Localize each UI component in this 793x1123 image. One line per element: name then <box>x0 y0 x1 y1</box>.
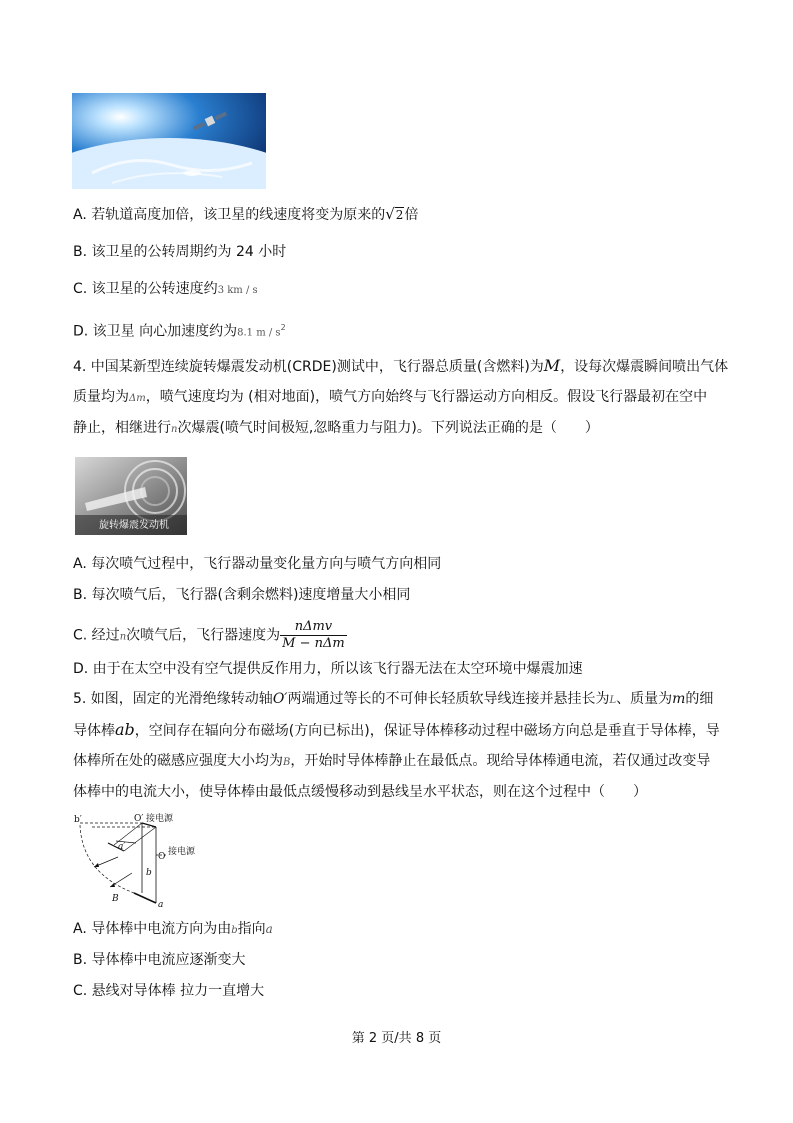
q5-line-2-suffix: ，空间存在辐向分布磁场(方向已标出)，保证导体棒移动过程中磁场方向总是垂直于导体棒，导 <box>134 723 720 739</box>
q5-option-a-text: A. 导体棒中电流方向为由 <box>73 921 232 937</box>
q3-option-c <box>73 279 258 301</box>
q5-option-b: B. 导体棒中电流应逐渐变大 <box>73 952 246 968</box>
velocity-fraction <box>280 619 347 652</box>
q4-line-1-text: 4. 中国某新型连续旋转爆震发动机(CRDE)测试中，飞行器总质量(含燃料)为 <box>73 359 544 375</box>
q4-option-c <box>73 619 347 652</box>
q4-delta-m-symbol: Δm <box>129 393 146 404</box>
earth-satellite-image <box>72 93 266 189</box>
label-power-1: 接电源 <box>146 814 174 824</box>
fraction-denominator: M − nΔm <box>282 636 345 651</box>
q5-b-symbol: B <box>283 757 291 768</box>
q3-option-a <box>73 204 418 225</box>
label-b: b <box>146 868 152 878</box>
engine-caption: 旋转爆震发动机 <box>99 520 169 531</box>
q3-option-d <box>73 318 286 344</box>
fraction-numerator: nΔmv <box>280 619 347 636</box>
q3-option-d-exp: 2 <box>280 323 286 332</box>
q5-option-a-mid: 指向 <box>237 921 266 937</box>
q5-line-1-mid: 两端通过等长的不可伸长轻质软导线连接并悬挂长为 <box>287 691 610 707</box>
q4-option-c-text: C. 经过 <box>73 627 120 644</box>
q4-option-c-n: n <box>119 631 127 643</box>
q5-line-1-text: 5. 如图，固定的光滑绝缘转动轴 <box>73 691 273 707</box>
q5-line-2 <box>73 720 720 741</box>
q4-line-3-text: 静止，相继进行 <box>73 420 171 436</box>
q3-option-c-value: 3 km / s <box>217 285 258 296</box>
sqrt-symbol: √2 <box>385 205 404 223</box>
q5-mass-symbol: m <box>672 691 686 707</box>
q4-option-a: A. 每次喷气过程中，飞行器动量变化量方向与喷气方向相同 <box>73 556 442 572</box>
q4-mass-symbol: M <box>543 356 561 375</box>
q5-line-3-text: 体棒所在处的磁感应强度大小均为 <box>73 753 283 769</box>
page-footer: 第 2 页/共 8 页 <box>351 1031 442 1046</box>
q3-option-c-text: C. 该卫星的公转速度约 <box>73 281 218 297</box>
q3-option-d-text: D. 该卫星 向心加速度约为 <box>73 323 238 340</box>
rotating-detonation-engine-image <box>75 457 187 535</box>
q4-line-3 <box>73 418 599 440</box>
q3-option-d-value: 8.1 m / s <box>237 327 281 339</box>
q4-line-1 <box>73 356 728 377</box>
q5-option-a <box>73 919 273 941</box>
q4-line-2 <box>73 387 707 409</box>
q4-line-2-text: 质量均为 <box>73 389 129 405</box>
label-b-prime: b′ <box>74 815 82 825</box>
label-o: O <box>158 852 166 862</box>
q5-option-a-b: b <box>231 925 238 936</box>
label-a: a <box>158 900 164 909</box>
q3-option-a-text: A. 若轨道高度加倍，该卫星的线速度将变为原来的 <box>73 207 386 223</box>
q5-rod-symbol: ab <box>115 720 135 739</box>
conductor-rod-diagram <box>72 813 238 909</box>
q4-line-2-suffix: ，喷气速度均为 (相对地面)，喷气方向始终与飞行器运动方向相反。假设飞行器最初在空中 <box>145 389 708 405</box>
q3-option-a-suffix: 倍 <box>404 207 419 223</box>
q5-line-3 <box>73 751 710 773</box>
q5-option-a-a: a <box>265 922 273 936</box>
q5-line-4: 体棒中的电流大小，使导体棒由最低点缓慢移动到悬线呈水平状态，则在这个过程中（ ） <box>73 784 647 800</box>
q4-option-c-mid: 次喷气后，飞行器速度为 <box>126 627 281 644</box>
q5-line-1-suffix: 的细 <box>685 691 714 707</box>
q5-line-1-mid2: 、质量为 <box>616 691 673 707</box>
q5-line-2-text: 导体棒 <box>73 723 115 739</box>
q4-n-symbol: n <box>171 424 178 435</box>
q5-length-symbol: L <box>609 695 617 706</box>
q5-line-3-suffix: ，开始时导体棒静止在最低点。现给导体棒通电流，若仅通过改变导 <box>290 753 711 769</box>
label-a-prime: a′ <box>118 842 126 852</box>
label-power-2: 接电源 <box>168 847 196 857</box>
q4-option-d: D. 由于在太空中没有空气提供反作用力，所以该飞行器无法在太空环境中爆震加速 <box>73 661 583 677</box>
sqrt-radicand: 2 <box>395 208 404 222</box>
q3-option-b: B. 该卫星的公转周期约为 24 小时 <box>73 244 287 260</box>
q5-option-c: C. 悬线对导体棒 拉力一直增大 <box>73 983 265 999</box>
label-o-prime: O′ <box>134 814 144 824</box>
q4-option-b: B. 每次喷气后，飞行器(含剩余燃料)速度增量大小相同 <box>73 587 411 603</box>
q5-axis-symbol: O′ <box>272 691 288 707</box>
q4-line-3-suffix: 次爆震(喷气时间极短,忽略重力与阻力)。下列说法正确的是（ ） <box>177 420 599 436</box>
label-field-b: B <box>112 894 119 904</box>
q4-line-1-suffix: ，设每次爆震瞬间喷出气体 <box>560 359 729 375</box>
q5-line-1 <box>73 689 713 711</box>
